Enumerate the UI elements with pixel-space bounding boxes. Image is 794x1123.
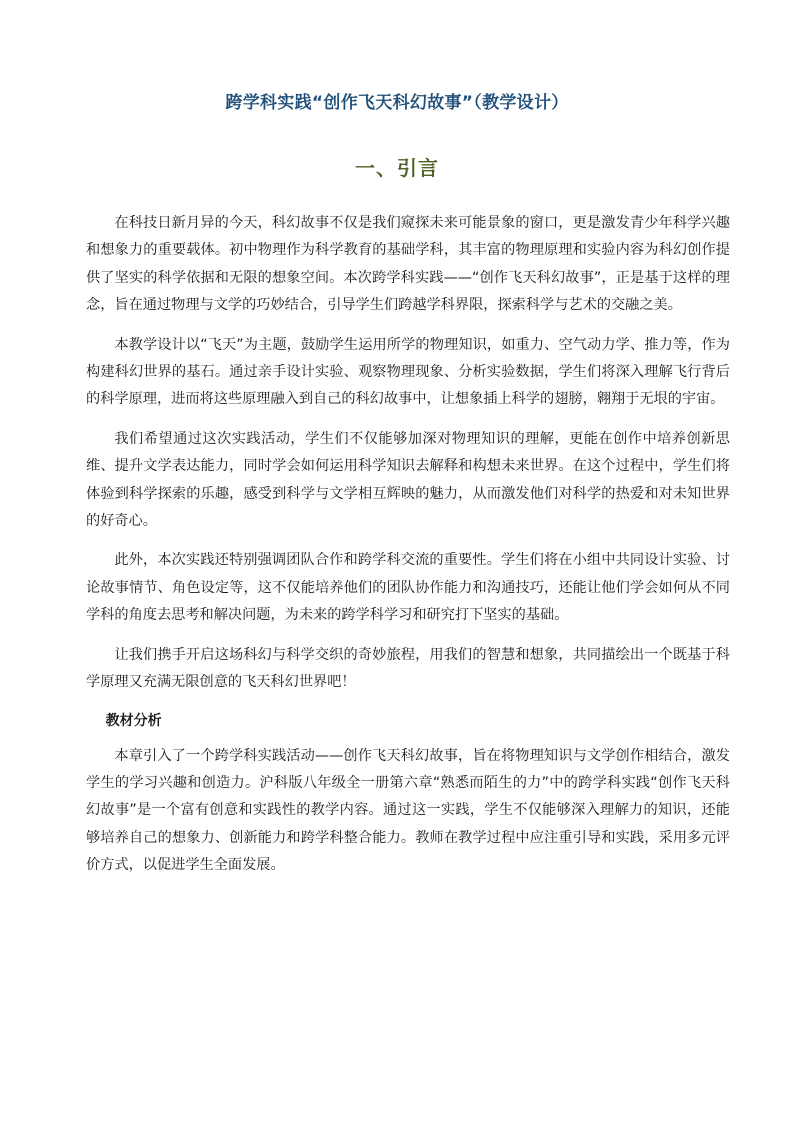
intro-paragraph-1: 在科技日新月异的今天，科幻故事不仅是我们窥探未来可能景象的窗口，更是激发青少年科学兴趣和想象力的重要载体。初中物理作为科学教育的基础学科，其丰富的物理原理和实验内容为科幻创作提供了坚实的科学依据和无限的想象空间。本次跨学科实践——“创作飞天科幻故事”，正是基于这样的理念，旨在通过物理与文学的巧妙结合，引导学生们跨越学科界限，探索科学与艺术的交融之美。 — [86, 215, 730, 314]
intro-paragraph-3: 我们希望通过这次实践活动，学生们不仅能够加深对物理知识的理解，更能在创作中培养创新思维、提升文学表达能力，同时学会如何运用科学知识去解释和构想未来世界。在这个过程中，学生们将体验到科学探索的乐趣，感受到科学与文学相互辉映的魅力，从而激发他们对科学的热爱和对未知世界的好奇心。 — [86, 430, 730, 530]
intro-paragraph-5: 让我们携手开启这场科幻与科学交织的奇妙旅程，用我们的智慧和想象，共同描绘出一个既基于科学原理又充满无限创意的飞天科幻世界吧！ — [86, 646, 730, 691]
document-body — [86, 210, 730, 892]
subheading-textbook-analysis: 教材分析 — [105, 712, 162, 729]
intro-paragraph-2: 本教学设计以“飞天”为主题，鼓励学生运用所学的物理知识，如重力、空气动力学、推力等，作为构建科幻世界的基石。通过亲手设计实验、观察物理现象、分析实验数据，学生们将深入理解飞行背后的科学原理，进而将这些原理融入到自己的科幻故事中，让想象插上科学的翅膀，翱翔于无垠的宇宙。 — [86, 336, 730, 408]
document-title: 跨学科实践“创作飞天科幻故事”（教学设计） — [225, 93, 569, 113]
analysis-paragraph: 本章引入了一个跨学科实践活动——创作飞天科幻故事，旨在将物理知识与文学创作相结合，激发学生的学习兴趣和创造力。沪科版八年级全一册第六章“熟悉而陌生的力”中的跨学科实践“创作飞天科幻故事”是一个富有创意和实践性的教学内容。通过这一实践，学生不仅能够深入理解力的知识，还能够培养自己的想象力、创新能力和跨学科整合能力。教师在教学过程中应注重引导和实践，采用多元评价方式，以促进学生全面发展。 — [86, 747, 730, 874]
section-heading-introduction: 一、引言 — [355, 156, 439, 180]
intro-paragraph-4: 此外，本次实践还特别强调团队合作和跨学科交流的重要性。学生们将在小组中共同设计实验、讨论故事情节、角色设定等，这不仅能培养他们的团队协作能力和沟通技巧，还能让他们学会如何从不同学科的角度去思考和解决问题，为未来的跨学科学习和研究打下坚实的基础。 — [86, 552, 730, 624]
